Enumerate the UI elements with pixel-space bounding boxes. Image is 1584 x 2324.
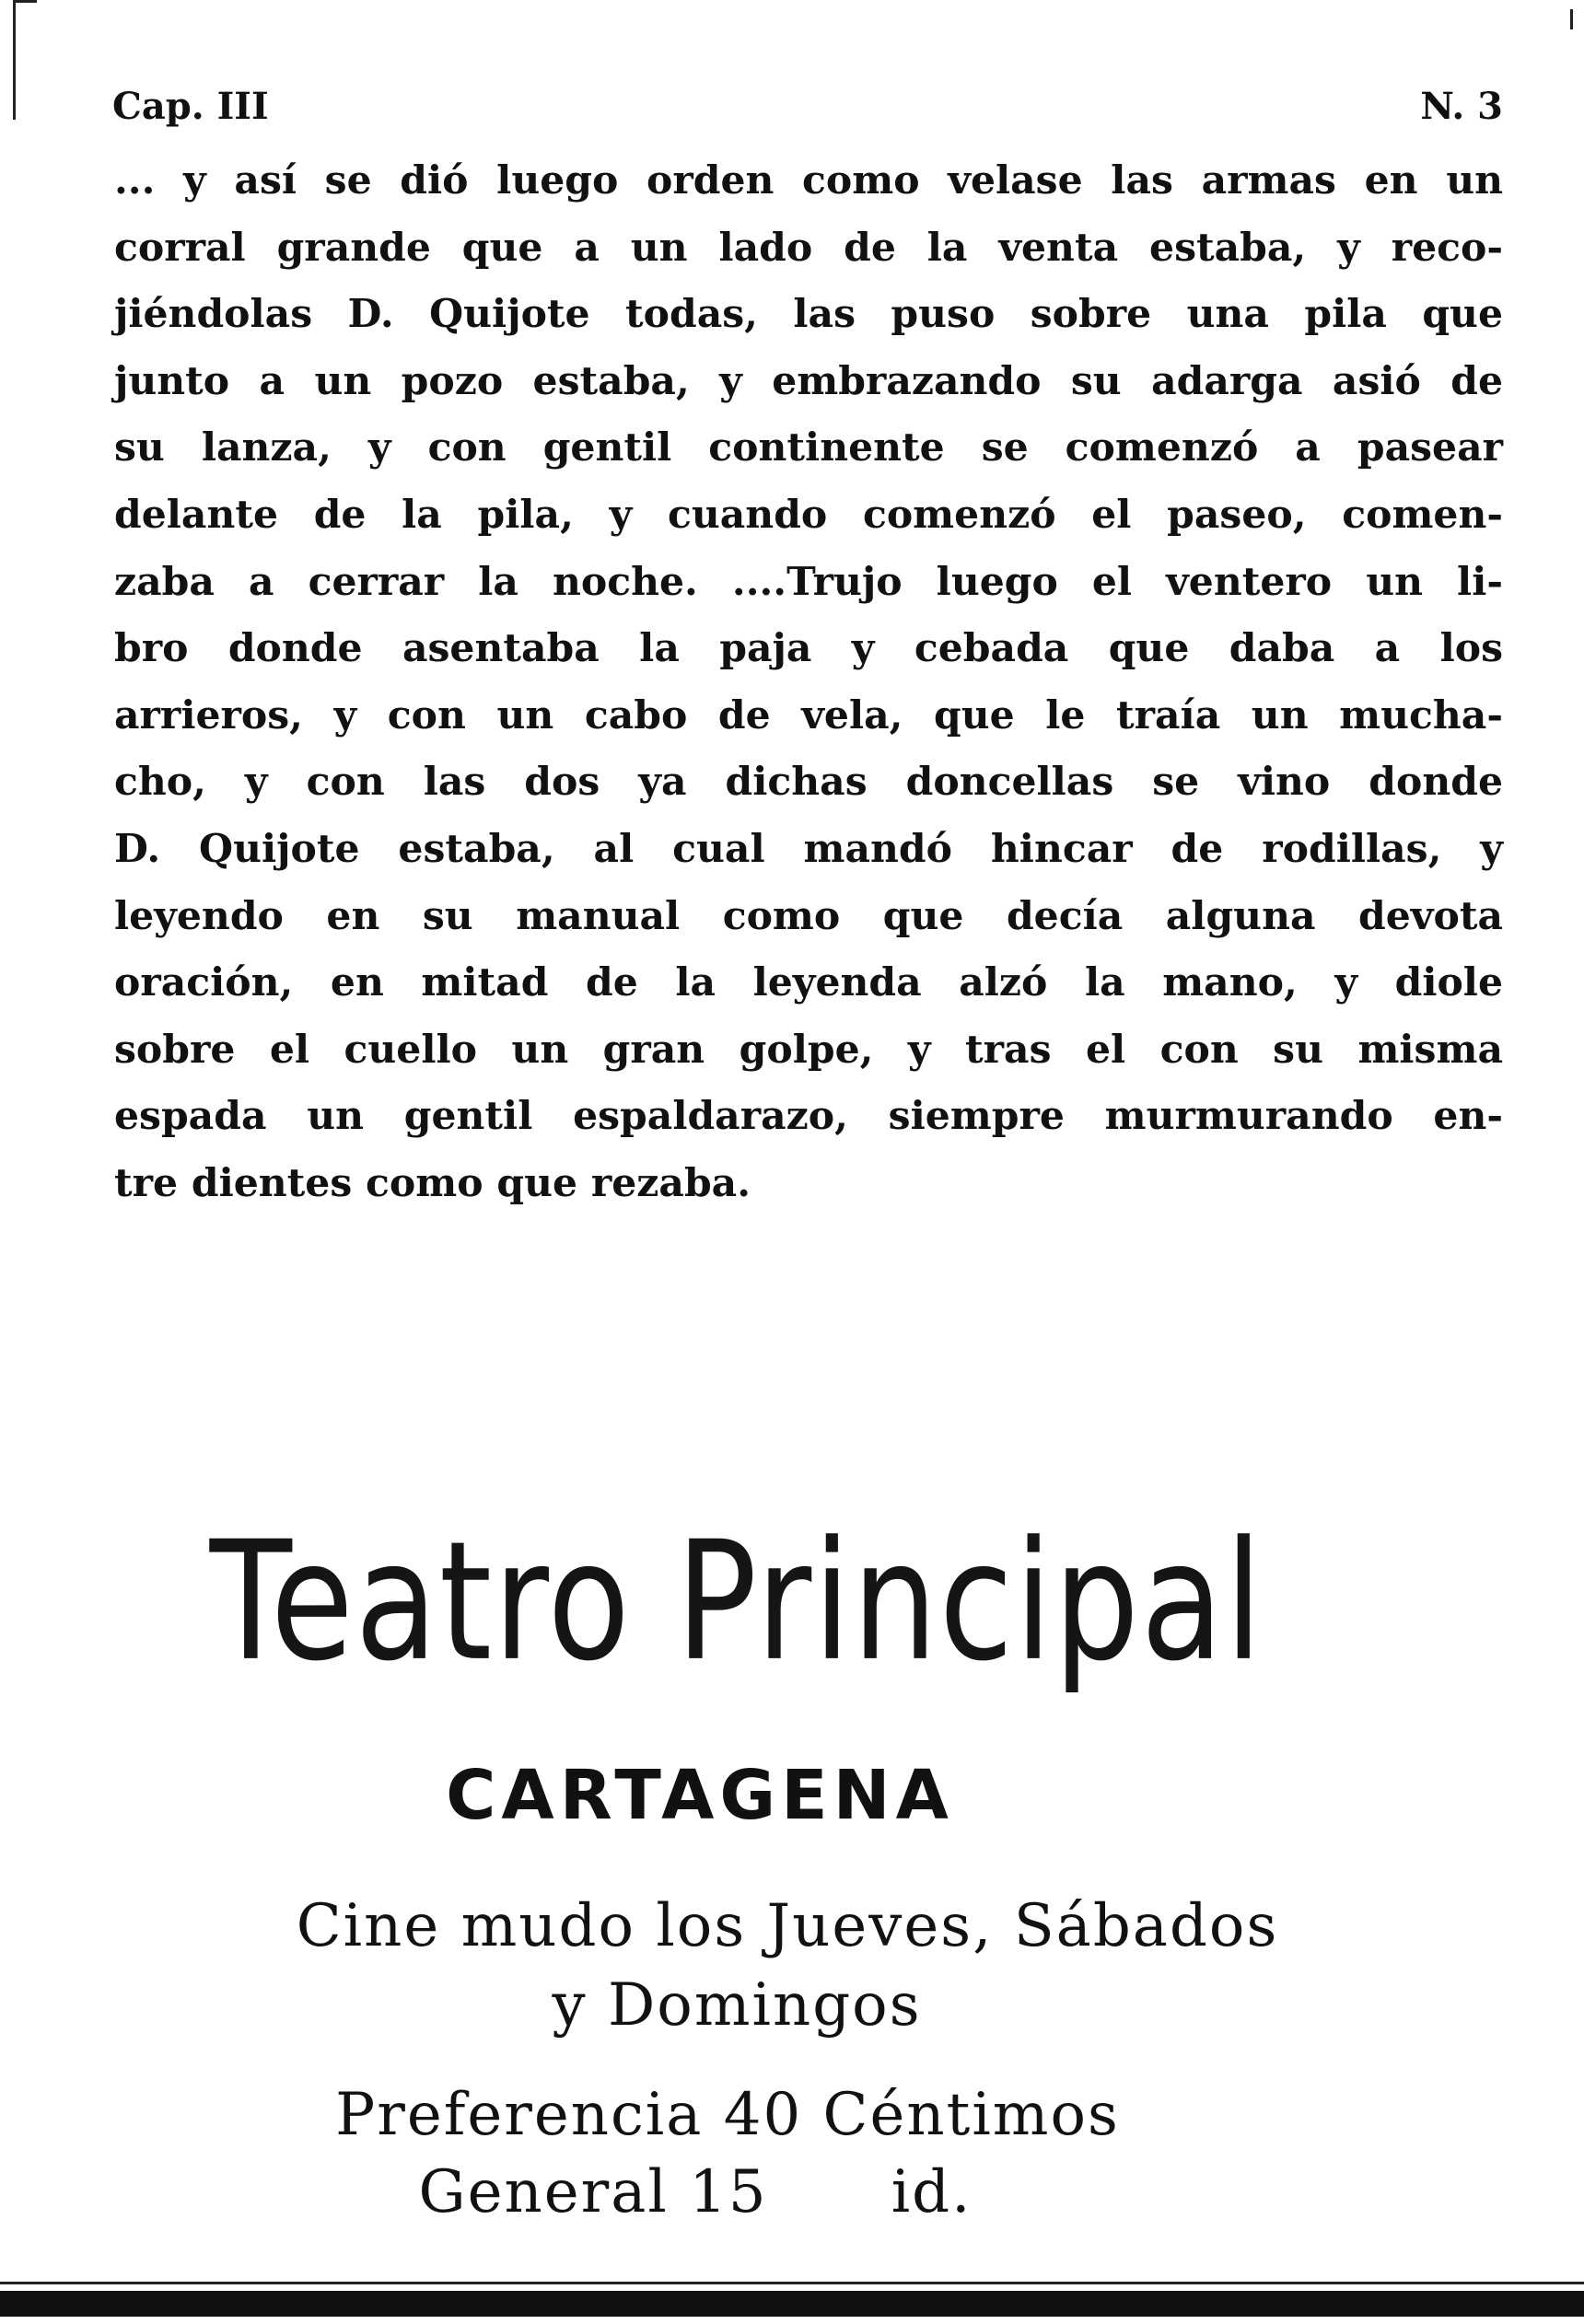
text-line: bro donde asentaba la paja y cebada que daba a los — [114, 625, 1503, 672]
scan-border-corner — [13, 0, 37, 3]
text-line: D. Quijote estaba, al cual mandó hincar de rodillas, y — [114, 825, 1503, 872]
scan-border-left — [13, 0, 16, 120]
text-line: junto a un pozo estaba, y embrazando su adarga asió de — [114, 357, 1503, 404]
text-line: cho, y con las dos ya dichas doncellas se vino donde — [114, 759, 1503, 806]
text-line: delante de la pila, y cuando comenzó el paseo, comen- — [114, 491, 1503, 538]
ad-price-line: Preferencia 40 Céntimos — [335, 2081, 1120, 2149]
ad-schedule-line: Cine mudo los Jueves, Sábados — [296, 1892, 1279, 1960]
text-line: zaba a cerrar la noche. ....Trujo luego el ventero un li- — [114, 558, 1503, 605]
text-line: espada un gentil espaldarazo, siempre murmurando en- — [114, 1093, 1503, 1140]
text-line: tre dientes como que rezaba. — [114, 1159, 751, 1206]
page-number: N. 3 — [1420, 85, 1503, 128]
text-line: ... y así se dió luego orden como velase las armas en un — [114, 157, 1503, 203]
text-line: oración, en mitad de la leyenda alzó la mano, y diole — [114, 959, 1503, 1006]
scan-border-right — [1570, 9, 1573, 29]
text-line: corral grande que a un lado de la venta estaba, y reco- — [114, 224, 1503, 271]
bottom-border-thin — [0, 2282, 1584, 2284]
ad-schedule-line: y Domingos — [552, 1971, 922, 2039]
ad-title: Teatro Principal — [209, 1506, 1264, 1698]
page-header — [112, 85, 1503, 140]
text-line: su lanza, y con gentil continente se comenzó a pasear — [114, 424, 1503, 471]
ad-city: CARTAGENA — [446, 1756, 954, 1835]
text-line: leyendo en su manual como que decía alguna devota — [114, 892, 1503, 939]
text-line: arrieros, y con un cabo de vela, que le traía un mucha- — [114, 691, 1503, 738]
body-text — [114, 147, 1503, 1217]
text-line: sobre el cuello un gran golpe, y tras el con su misma — [114, 1026, 1503, 1073]
text-line: jiéndolas D. Quijote todas, las puso sobre una pila que — [114, 291, 1503, 338]
bottom-border — [0, 2291, 1584, 2317]
chapter-label: Cap. III — [112, 85, 269, 128]
ad-price-line: General 15 id. — [418, 2158, 973, 2226]
